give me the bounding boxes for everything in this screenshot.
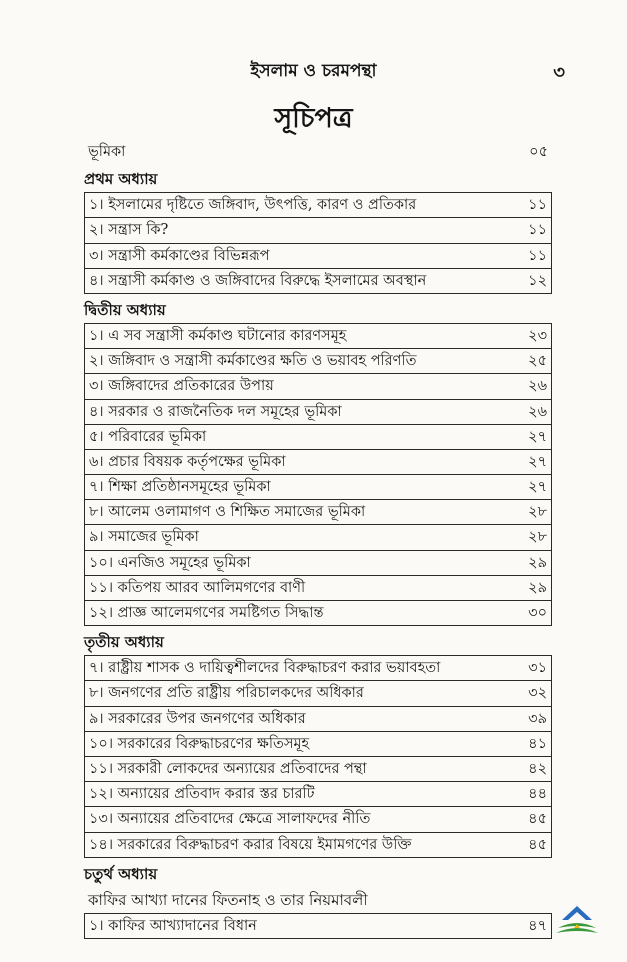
- entry-page: ২৭: [528, 479, 547, 496]
- toc-entry[interactable]: [84, 524, 552, 550]
- entry-page: ০৫: [529, 144, 548, 160]
- entry-label: ১১। কতিপয় আরব আলিমগণের বাণী: [89, 579, 306, 596]
- toc-entry[interactable]: [84, 474, 552, 500]
- chapter-entries: [84, 913, 552, 939]
- toc-entry[interactable]: [84, 680, 552, 706]
- entry-page: ২৭: [528, 453, 547, 470]
- page-number: ৩: [553, 62, 565, 83]
- chapter-heading: চতুর্থ অধ্যায়: [84, 864, 158, 883]
- chapter-entries: [84, 323, 552, 626]
- entry-page: ২৯: [528, 579, 547, 596]
- entry-label: ১৩। অন্যায়ের প্রতিবাদের ক্ষেত্রে সালাফদের নীতি: [89, 811, 371, 828]
- chapter-heading: তৃতীয় অধ্যায়: [84, 633, 164, 652]
- entry-label: ৭। শিক্ষা প্রতিষ্ঠানসমূহের ভূমিকা: [89, 479, 271, 496]
- entry-page: ২৭: [528, 428, 547, 445]
- entry-label: ৮। জনগণের প্রতি রাষ্ট্রীয় পরিচালকদের অধিকার: [89, 685, 364, 702]
- toc-entry[interactable]: [84, 913, 552, 939]
- entry-label: ৯। সমাজের ভূমিকা: [89, 529, 199, 546]
- logo-book-bottom: [556, 928, 598, 933]
- entry-label: ৯। সরকারের উপর জনগণের অধিকার: [89, 710, 306, 727]
- entry-page: ২৬: [528, 403, 547, 420]
- entry-page: ২৮: [528, 504, 547, 521]
- entry-label: ৭। রাষ্ট্রীয় শাসক ও দায়িত্বশীলদের বিরুদ্ধাচরণ করার ভয়াবহতা: [89, 660, 441, 677]
- toc-entry[interactable]: [84, 756, 552, 782]
- toc-entry[interactable]: [84, 806, 552, 832]
- entry-label: ১১। সরকারী লোকদের অন্যায়ের প্রতিবাদের পন্থা: [89, 760, 367, 777]
- entry-page: ১১: [528, 222, 547, 239]
- entry-label: ১০। সরকারের বিরুদ্ধাচরণের ক্ষতিসমূহ: [89, 735, 310, 752]
- toc-entry-intro[interactable]: [84, 140, 552, 164]
- toc-entry[interactable]: [84, 706, 552, 732]
- entry-page: ১১: [528, 197, 547, 214]
- entry-label: ভূমিকা: [88, 144, 126, 160]
- entry-label: ১। এ সব সন্ত্রাসী কর্মকাণ্ড ঘটানোর কারণসমূহ: [89, 327, 347, 344]
- entry-page: ২৫: [528, 353, 547, 370]
- entry-label: ৪। সরকার ও রাজনৈতিক দল সমূহের ভূমিকা: [89, 403, 342, 420]
- entry-page: ৪৪: [528, 786, 547, 803]
- toc-entry[interactable]: [84, 575, 552, 601]
- toc-entry[interactable]: [84, 781, 552, 807]
- toc-entry[interactable]: [84, 731, 552, 757]
- toc-entry[interactable]: [84, 323, 552, 349]
- entry-page: ৩১: [528, 660, 547, 677]
- entry-label: ৫। পরিবারের ভূমিকা: [89, 428, 207, 445]
- toc-entry[interactable]: [84, 449, 552, 475]
- entry-page: ৪৫: [528, 836, 547, 853]
- toc-entry[interactable]: [84, 550, 552, 576]
- entry-label: ৬। প্রচার বিষয়ক কর্তৃপক্ষের ভূমিকা: [89, 453, 286, 470]
- entry-page: ৪৭: [528, 917, 547, 934]
- toc-entry[interactable]: [84, 373, 552, 399]
- entry-label: ১। ইসলামের দৃষ্টিতে জঙ্গিবাদ, উৎপত্তি, কারণ ও প্রতিকার: [89, 197, 417, 214]
- entry-label: ২। সন্ত্রাস কি?: [89, 222, 169, 239]
- entry-page: ২৬: [528, 378, 547, 395]
- entry-label: ৪। সন্ত্রাসী কর্মকাণ্ড ও জঙ্গিবাদের বিরুদ্ধে ইসলামের অবস্থান: [89, 272, 427, 289]
- entry-label: ১০। এনজিও সমূহের ভূমিকা: [89, 554, 251, 571]
- chapter-heading: দ্বিতীয় অধ্যায়: [84, 300, 166, 319]
- entry-page: ২৯: [528, 554, 547, 571]
- entry-label: ২। জঙ্গিবাদ ও সন্ত্রাসী কর্মকাণ্ডের ক্ষতি ও ভয়াবহ পরিণতি: [89, 353, 417, 370]
- toc-entry[interactable]: [84, 399, 552, 425]
- toc-entry[interactable]: [84, 499, 552, 525]
- entry-page: ২৩: [528, 327, 547, 344]
- chapter-entries: [84, 192, 552, 294]
- entry-page: ১১: [528, 247, 547, 264]
- logo-roof: [562, 906, 592, 920]
- entry-label: ৮। আলেম ওলামাগণ ও শিক্ষিত সমাজের ভূমিকা: [89, 504, 366, 521]
- page-header: [0, 58, 627, 88]
- toc-entry[interactable]: [84, 243, 552, 269]
- toc-entry[interactable]: [84, 424, 552, 450]
- entry-page: ২৮: [528, 529, 547, 546]
- entry-page: ৪১: [528, 735, 547, 752]
- entry-page: ৩২: [528, 685, 547, 702]
- entry-page: ৪৫: [528, 811, 547, 828]
- toc-title: সূচিপত্র: [274, 103, 353, 134]
- chapter-heading: প্রথম অধ্যায়: [84, 170, 158, 189]
- entry-label: ১৪। সরকারের বিরুদ্ধাচরণ করার বিষয়ে ইমামগণের উক্তি: [89, 836, 412, 853]
- toc-entry[interactable]: [84, 655, 552, 681]
- entry-page: ৩৯: [528, 710, 547, 727]
- table-of-contents: [84, 140, 552, 942]
- entry-page: ৩০: [528, 605, 547, 621]
- entry-label: ১২। প্রাজ্ঞ আলেমগণের সমষ্টিগত সিদ্ধান্ত: [89, 605, 324, 621]
- entry-label: ১২। অন্যায়ের প্রতিবাদ করার স্তর চারটি: [89, 786, 315, 803]
- entry-label: ৩। জঙ্গিবাদের প্রতিকারের উপায়: [89, 378, 274, 395]
- toc-entry[interactable]: [84, 832, 552, 858]
- chapter-subtitle: কাফির আখ্যা দানের ফিতনাহ ও তার নিয়মাবলী: [88, 890, 368, 909]
- toc-entry[interactable]: [84, 217, 552, 243]
- toc-entry[interactable]: [84, 600, 552, 626]
- publisher-logo-icon: [552, 902, 602, 942]
- book-title: ইসলাম ও চরমপন্থা: [250, 61, 377, 81]
- entry-label: ৩। সন্ত্রাসী কর্মকাণ্ডের বিভিন্নরূপ: [89, 247, 270, 264]
- entry-page: ১২: [528, 272, 547, 289]
- entry-page: ৪২: [528, 760, 547, 777]
- toc-entry[interactable]: [84, 348, 552, 374]
- toc-entry[interactable]: [84, 192, 552, 218]
- toc-entry[interactable]: [84, 268, 552, 294]
- entry-label: ১। কাফির আখ্যাদানের বিধান: [89, 917, 257, 934]
- chapter-entries: [84, 655, 552, 858]
